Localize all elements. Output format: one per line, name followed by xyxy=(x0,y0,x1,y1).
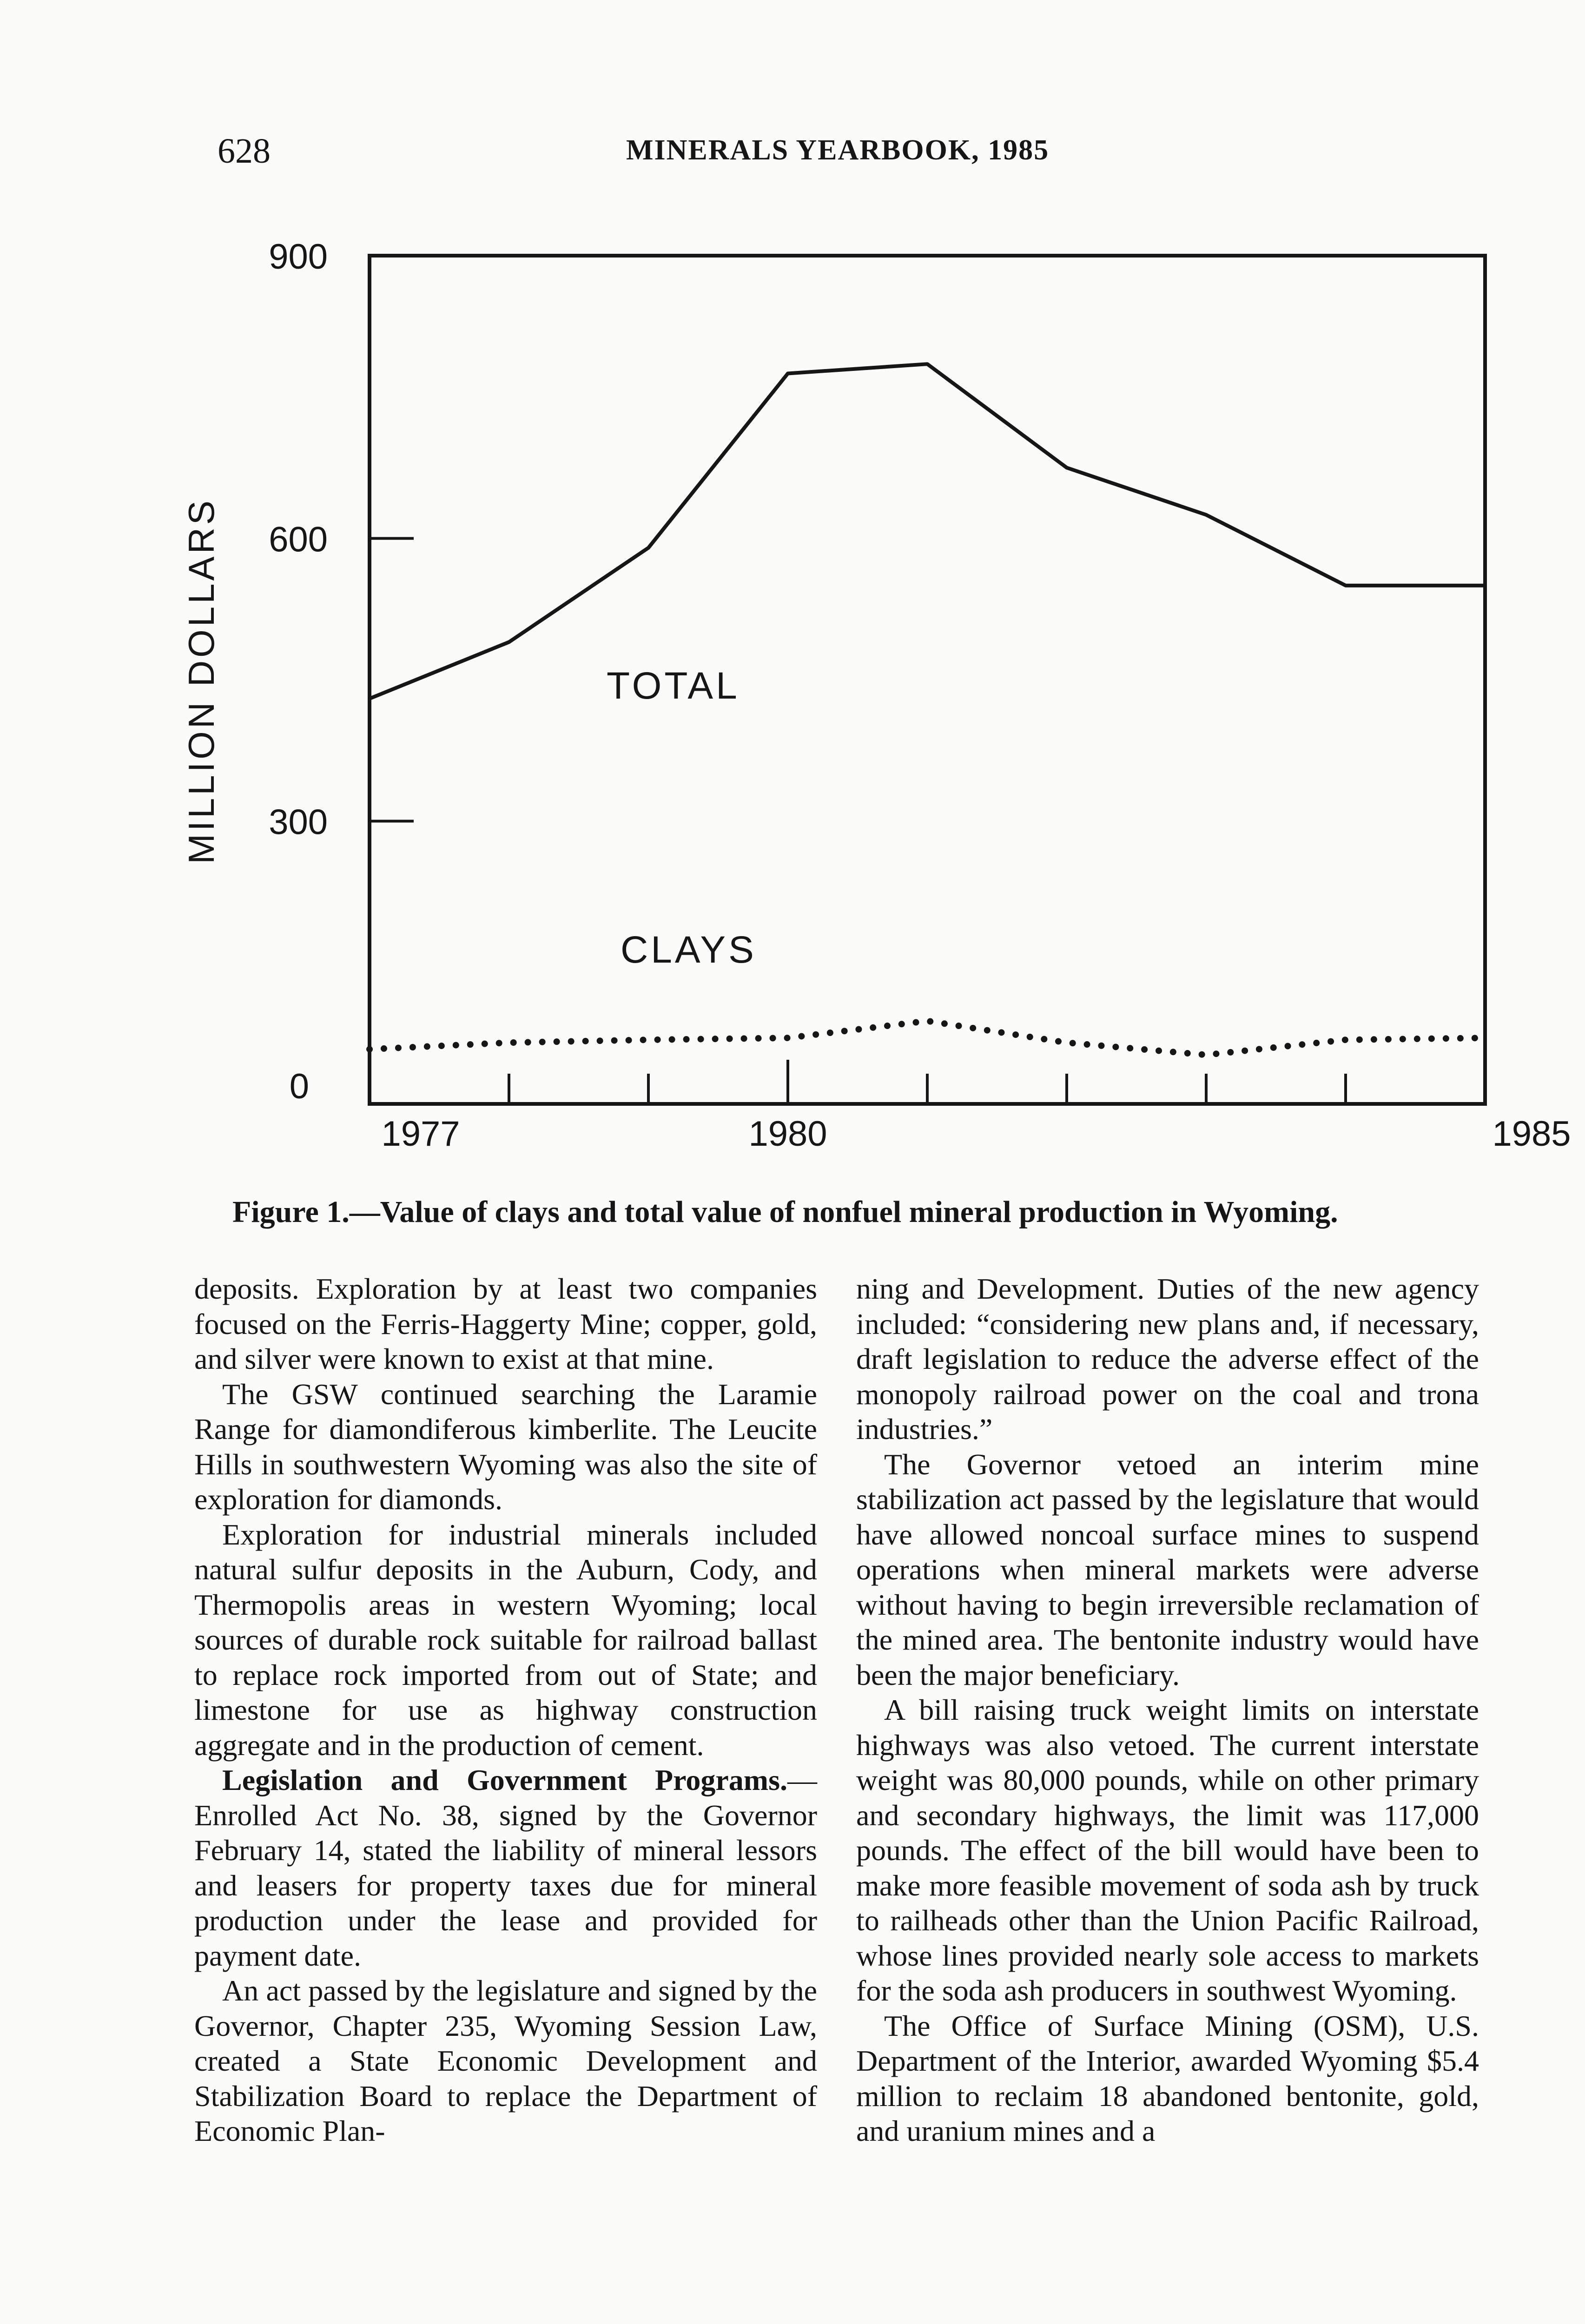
paragraph: An act passed by the legislature and signed by the Governor, Chapter 235, Wyoming Session Law, created a State Economic Development and Stabilization Board to replace the Department of Economic Plan- xyxy=(194,1974,817,2147)
paragraph: The GSW continued searching the Laramie Range for diamondiferous kimberlite. The Leucite Hills in southwestern Wyoming was also the site of exploration for diamonds. xyxy=(194,1377,817,1516)
series-label-clays: CLAYS xyxy=(621,928,757,971)
paragraph: A bill raising truck weight limits on interstate highways was also vetoed. The current interstate weight was 80,000 pounds, while on other primary and secondary highways, the limit was 117,000 pounds. The effect of the bill would have been to make more feasible movement of soda ash by truck to railheads other than the Union Pacific Railroad, whose lines provided nearly sole access to markets for the soda ash producers in southwest Wyoming. xyxy=(856,1693,1479,2007)
chart-frame xyxy=(370,256,1485,1104)
paragraph: Exploration for industrial minerals included natural sulfur deposits in the Auburn, Cody, and Thermopolis areas in western Wyoming; local sources of durable rock suitable for railroad ballast to replace rock imported from out of State; and limestone for use as highway construction aggregate and in the production of cement. xyxy=(194,1518,817,1762)
figure-caption: Figure 1.—Value of clays and total value of nonfuel mineral production in Wyoming. xyxy=(232,1195,1338,1229)
left-column xyxy=(194,1271,817,2149)
paragraph xyxy=(194,1763,817,1973)
y-tick-label: 900 xyxy=(269,237,328,277)
series-line-total xyxy=(370,364,1485,699)
paragraph: deposits. Exploration by at least two companies focused on the Ferris-Haggerty Mine; copper, gold, and silver were known to exist at that mine. xyxy=(194,1272,817,1375)
y-axis-label: MILLION DOLLARS xyxy=(181,498,222,864)
y-tick-label: 0 xyxy=(289,1067,309,1106)
series-label-total: TOTAL xyxy=(607,665,740,707)
y-tick-label: 600 xyxy=(269,520,328,560)
section-run-in-head: Legislation and Government Programs. xyxy=(222,1763,787,1796)
right-column xyxy=(856,1271,1479,2149)
paragraph: The Office of Surface Mining (OSM), U.S. Department of the Interior, awarded Wyoming $5.4 million to reclaim 18 abandoned bentonite, gold, and uranium mines and a xyxy=(856,2009,1479,2147)
paragraph: The Governor vetoed an interim mine stabilization act passed by the legislature that would have allowed noncoal surface mines to suspend operations when mineral markets were adverse without having to begin irreversible reclamation of the mined area. The bentonite industry would have been the major beneficiary. xyxy=(856,1447,1479,1691)
x-axis-ticks xyxy=(381,1060,1571,1154)
page-number: 628 xyxy=(218,132,271,171)
paragraph-body: —Enrolled Act No. 38, signed by the Governor February 14, stated the liability of mineral lessors and leasers for property taxes due for mineral production under the lease and provided for payment date. xyxy=(194,1763,817,1972)
running-title: MINERALS YEARBOOK, 1985 xyxy=(626,134,1050,166)
x-tick-label: 1977 xyxy=(381,1114,460,1154)
x-tick-label: 1985 xyxy=(1492,1114,1571,1154)
y-tick-label: 300 xyxy=(269,802,328,842)
y-axis-ticks xyxy=(269,237,414,1106)
paragraph: ning and Development. Duties of the new agency included: “considering new plans and, if necessary, draft legislation to reduce the adverse effect of the monopoly railroad power on the coal and trona industries.” xyxy=(856,1272,1479,1446)
series-line-clays xyxy=(370,1021,1485,1055)
x-tick-label: 1980 xyxy=(748,1114,827,1154)
plot-border xyxy=(370,256,1485,1104)
chart-series xyxy=(370,364,1485,1055)
